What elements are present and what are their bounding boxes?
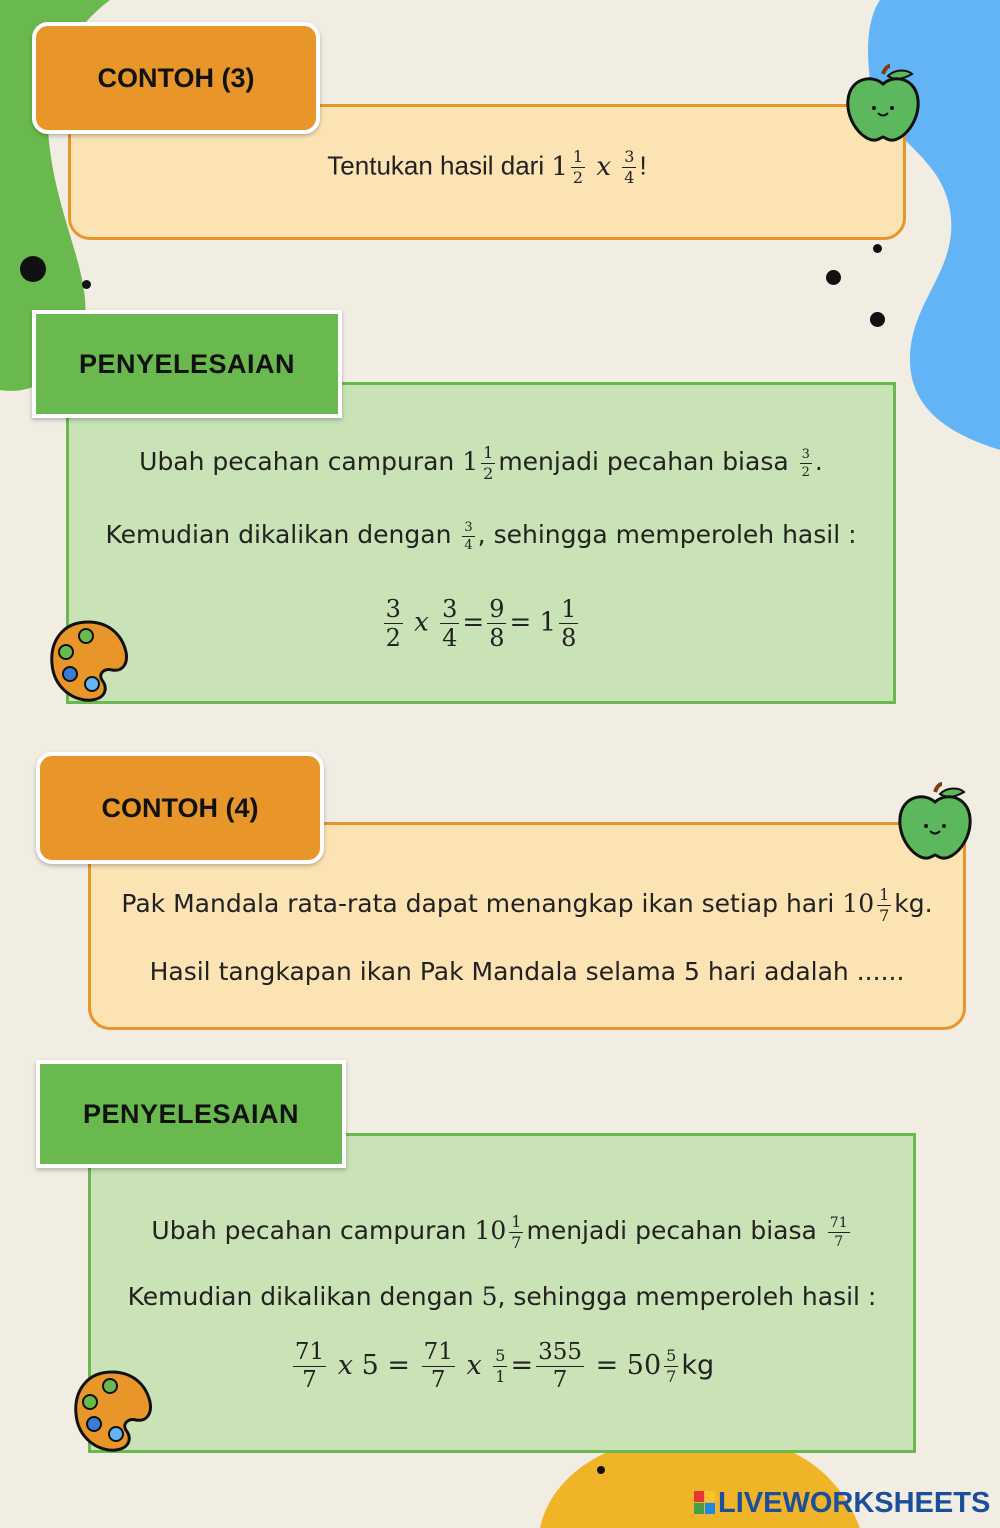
penyelesaian3-line2 [69,520,893,552]
fraction: $\frac{5}{7}$ [666,1346,677,1386]
mixed-whole: 50 [626,1350,662,1381]
penyelesaian4-card [88,1133,916,1453]
contoh3-title: CONTOH (3) [32,22,320,134]
mixed-whole: 10 [474,1216,507,1245]
liveworksheets-logo-icon [694,1491,716,1515]
number: 5 [361,1350,379,1381]
penyelesaian4-line2 [91,1282,913,1311]
dot-decoration [20,256,46,282]
equals-sign: = [509,607,532,638]
fraction: $\frac{1}{7}$ [511,1212,522,1252]
dot-decoration [82,280,91,289]
fraction: $\frac{5}{1}$ [495,1346,506,1386]
fraction: $\frac{71}{7}$ [829,1215,848,1250]
fraction: $\frac{3}{2}$ [385,595,401,652]
text: Pak Mandala rata-rata dapat menangkap ikan setiap hari [121,889,835,918]
palette-icon [48,618,130,704]
fraction: $\frac{3}{4}$ [624,147,635,187]
text: menjadi pecahan biasa [498,447,789,476]
apple-icon [894,782,976,864]
text: , sehingga memperoleh hasil : [497,1282,877,1311]
equals-sign: = [387,1350,410,1381]
fraction: $\frac{71}{7}$ [423,1339,453,1393]
fraction: $\frac{1}{2}$ [483,443,494,483]
fraction: $\frac{3}{2}$ [801,447,810,480]
text: Kemudian dikalikan dengan [105,520,452,549]
contoh3-question [71,149,903,186]
liveworksheets-logo[interactable]: LIVEWORKSHEETS [718,1487,991,1519]
fraction: $\frac{3}{4}$ [464,520,473,553]
text: . [814,447,823,476]
equals-sign: = [595,1350,619,1381]
fraction: $\frac{9}{8}$ [489,595,505,652]
penyelesaian4-line1 [91,1214,913,1251]
dot-decoration [873,244,882,253]
times-sign: x [596,151,612,182]
unit: kg [681,1350,715,1381]
text: menjadi pecahan biasa [526,1216,817,1245]
fraction: $\frac{71}{7}$ [294,1339,325,1393]
fraction: $\frac{3}{4}$ [442,595,458,652]
penyelesaian4-equation [91,1341,913,1392]
fraction: $\frac{1}{2}$ [572,147,584,187]
text: Ubah pecahan campuran [139,447,455,476]
contoh4-title: CONTOH (4) [36,752,324,864]
penyelesaian3-equation [69,597,893,650]
equals-sign: = [510,1350,534,1381]
equals-sign: = [462,607,485,638]
mixed-whole: 10 [842,889,875,918]
palette-icon [72,1368,154,1454]
fraction: $\frac{1}{7}$ [879,885,890,925]
mixed-whole: 1 [551,151,568,182]
number: 5 [481,1282,498,1311]
text: Ubah pecahan campuran [151,1216,467,1245]
dot-decoration [870,312,885,327]
dot-decoration [826,270,841,285]
apple-icon [842,64,924,146]
contoh3-question-text: Tentukan hasil dari [327,150,545,181]
penyelesaian3-card [66,382,896,704]
mixed-whole: 1 [539,607,557,638]
penyelesaian4-title: PENYELESAIAN [36,1060,346,1168]
text: kg. [894,889,933,918]
times-sign: x [414,607,429,638]
contoh4-line2: Hasil tangkapan ikan Pak Mandala selama 5 hari adalah ...... [149,957,905,986]
penyelesaian3-title: PENYELESAIAN [32,310,342,418]
contoh4-line1 [91,887,963,924]
exclamation: ! [639,150,647,181]
mixed-whole: 1 [462,447,479,476]
dot-decoration [597,1466,605,1474]
fraction: $\frac{355}{7}$ [538,1339,582,1393]
times-sign: x [337,1350,353,1381]
penyelesaian3-line1 [69,445,893,482]
text: , sehingga memperoleh hasil : [477,520,857,549]
text: Kemudian dikalikan dengan [127,1282,474,1311]
times-sign: x [466,1350,482,1381]
fraction: $\frac{1}{8}$ [561,595,577,652]
